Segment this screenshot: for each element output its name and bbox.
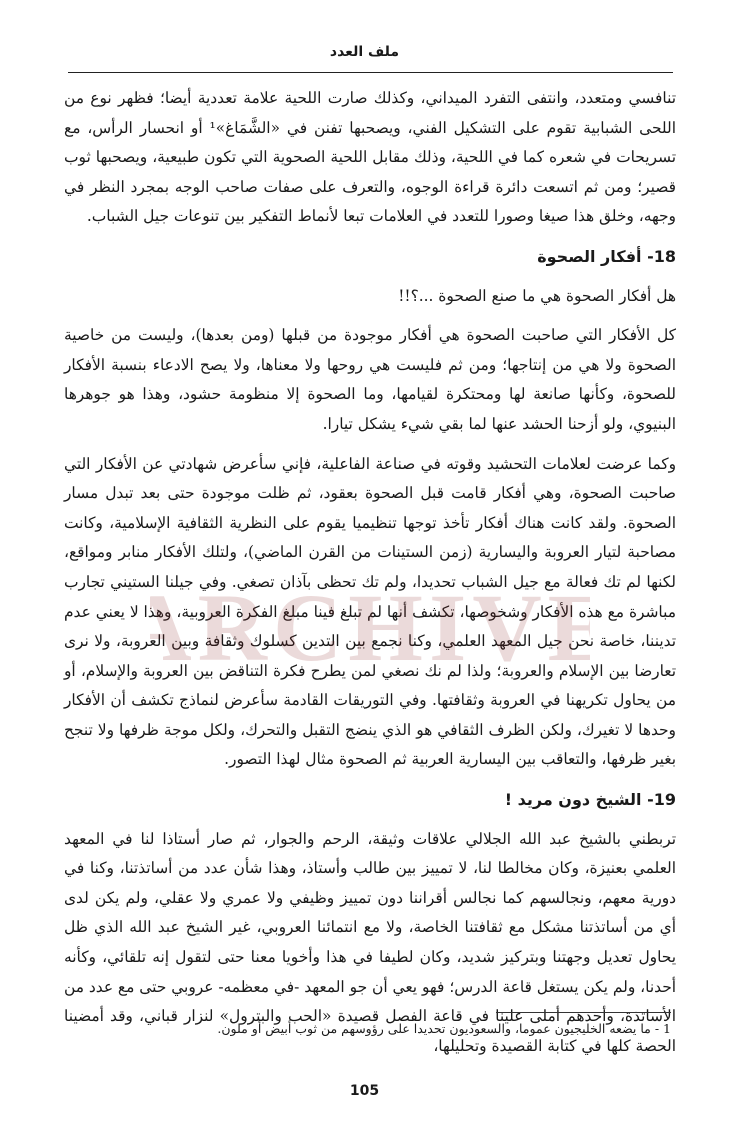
page-number: 105 <box>349 1083 380 1099</box>
footnote-rule <box>496 1012 671 1013</box>
section-18-paragraph-2: وكما عرضت لعلامات التحشيد وقوته في صناعة الفاعلية، فإني سأعرض شهادتي عن الأفكار التي صاحبت الصحوة، وهي أفكار قامت قبل الصحوة بعقود، ثم ظلت موجودة حتى بعد تبدل مسار الصحوة. ولقد كانت هناك أفكار تأخذ توجها تنظيميا يقوم على النظرية الثقافية الإسلامية، وكانت مصاحبة لتيار العروبة واليسارية (زمن الستينات من القرن الماضي)، ولتلك الأفكار منابر ومواقع، لكنها لم تك فعالة مع جيل الشباب تحديدا، ولم تك تحظى بآذان تصغي. وفي جيلنا الستيني تجارب مباشرة مع هذه الأفكار وشخوصها، تكشف أنها لم تبلغ فينا مبلغ الفكرة العروبية، وهذا لا يعني عدم تديننا، خاصة نحن جيل المعهد العلمي، وكنا نجمع بين التدين كسلوك وثقافة وبين العروبة، ولا نرى تعارضا بين الإسلام والعروبة؛ ولذا لم نك نصغي لمن يطرح فكرة التناقض بين العروبة والإسلام، أو من يحاول تكريهنا في العروبة وثقافتها. وفي التوريقات القادمة سأعرض لنماذج تكشف أن الأفكار وحدها لا تغيرك، ولكن الظرف الثقافي هو الذي ينضج التقبل والتحرك، ولكل موجة ظرفها ولا تنجح بغير ظرفها، والتعاقب بين اليسارية العربية ثم الصحوة مثال لهذا التصور. <box>64 454 676 769</box>
section-18-question: هل أفكار الصحوة هي ما صنع الصحوة ...؟!! <box>398 286 676 305</box>
header-rule <box>68 72 673 73</box>
section-19-heading: 19- الشيخ دون مريد ! <box>504 790 676 810</box>
section-19-paragraph-1: تربطني بالشيخ عبد الله الجلالي علاقات وثيقة، الرحم والجوار، ثم صار أستاذا لنا في المعهد العلمي بعنيزة، وكان مخالطا لنا، لا تمييز بين طالب وأستاذ، وهذا شأن عدد من أساتذتنا، وكنا في دورية معهم، ونجالسهم كما نجالس أقراننا دون تمييز وظيفي ولا عمري ولا عقلي، ولم يكن لدى أي من أساتذتنا مشكل مع ثقافتنا الخاصة، ولا مع انتمائنا العروبي، غير الشيخ عبد الله الذي ظل يحاول تعديل وجهتنا وبتركيز شديد، وكان لطيفا في هذا وأخويا معنا حتى لتقول إنه تلقائي، وكأنه أحدنا، ولم يكن يستغل قاعة الدرس؛ فهو يعي أن جو المعهد -في معظمه- عروبي حتى مع عدد من الأساتذة، وأحدهم أملى علينا في قاعة الفصل قصيدة «الحب والبترول» لنزار قباني، وقد أمضينا الحصة كلها في كتابة القصيدة وتحليلها، <box>64 829 676 1055</box>
section-18-paragraph-1: كل الأفكار التي صاحبت الصحوة هي أفكار موجودة من قبلها (ومن بعدها)، وليست من خاصية الصحوة ولا هي من إنتاجها؛ ومن ثم فليست هي روحها ولا معناها، ولا يصح الادعاء بنسبة الأفكار للصحوة، وكأنها صانعة لها ومحتكرة لقيامها، وما الصحوة إلا منظومة حشود، وهذا هو جوهرها البنيوي، ولو أزحنا الحشد عنها لما بقي شيء يشكل تيارا. <box>64 326 676 433</box>
paragraph-continued: تنافسي ومتعدد، وانتفى التفرد الميداني، وكذلك صارت اللحية علامة تعددية أيضا؛ فظهر نوع من اللحى الشبابية تقوم على التشكيل الفني، ويصحبها تفنن في «الشَّمَاغ»¹ أو انحسار الرأس، مع تسريحات في شعره كما في اللحية، وذلك مقابل اللحية الصحوية التي تكون طبيعية، ويصحبها ثوب قصير؛ ومن ثم اتسعت دائرة قراءة الوجوه، والتعرف على صفات صاحب الوجه بمجرد النظر في وجهه، وخلق هذا صيغا وصورا للتعدد في العلامات تبعا لأنماط التفكير بين تنوعات جيل الشباب. <box>64 89 676 226</box>
watermark-text: ARCHIVE <box>150 574 590 681</box>
running-title: ملف العدد <box>329 44 400 60</box>
section-18-heading: 18- أفكار الصحوة <box>537 246 676 266</box>
footnote: 1 - ما يضعه الخليجيون عموما، والسعوديون تحديدا على رؤوسهم من ثوب أبيض أو ملون. <box>217 1021 671 1036</box>
